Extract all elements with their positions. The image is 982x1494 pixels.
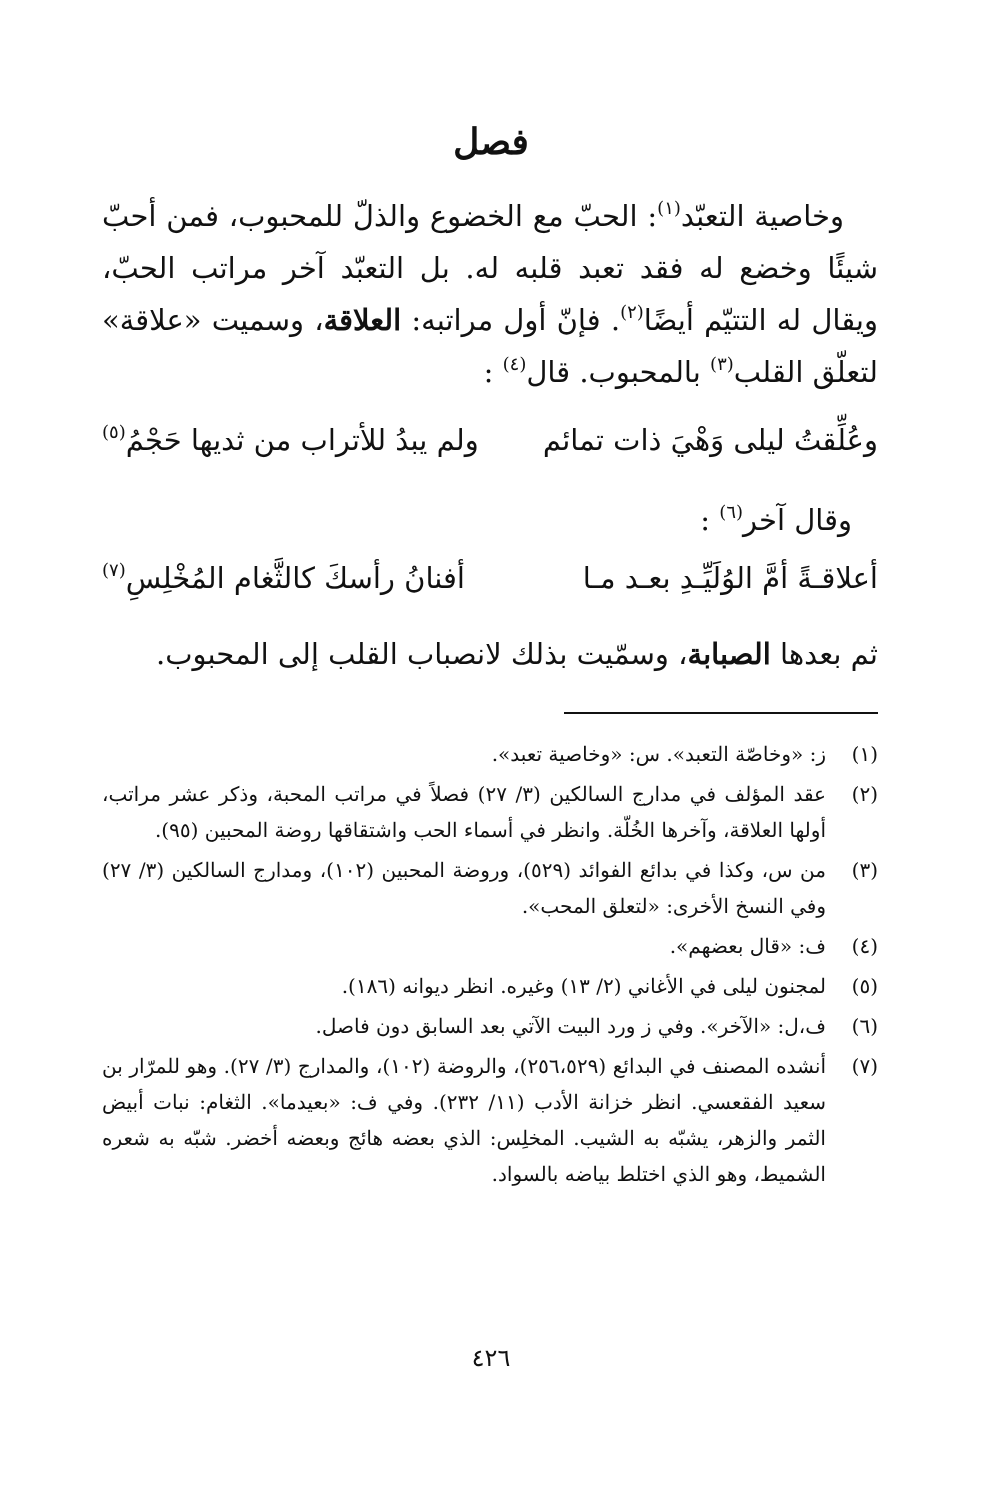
verse-intro-colon: : <box>700 503 711 537</box>
footnote-4 <box>102 928 878 964</box>
paragraph-text-4: ، وسميت «علاقة» لتعلّق القلب <box>102 303 878 389</box>
footnote-number: (٧) <box>851 1054 878 1078</box>
footnote-text: ز: «وخاصّة التعبد». س: «وخاصية تعبد». <box>491 742 826 766</box>
term-sababa: الصبابة <box>687 637 771 671</box>
footnote-7 <box>102 1048 878 1192</box>
verse-2-second-hemistich <box>102 548 465 608</box>
footnote-number: (٥) <box>851 974 878 998</box>
footnote-ref-2: (٢) <box>620 302 644 323</box>
footnote-3 <box>102 852 878 924</box>
footnote-ref-5: (٥) <box>102 422 126 443</box>
paragraph-text-1: وخاصية التعبّد <box>680 199 844 233</box>
after-verse-text-1: ثم بعدها <box>770 637 878 671</box>
footnote-ref-3: (٣) <box>710 354 734 375</box>
verse-1 <box>102 410 878 470</box>
verse-intro-line <box>700 494 852 546</box>
footnote-number: (٤) <box>851 934 878 958</box>
verse-1-first-hemistich: وعُلِّقتُ ليلى وَهْيَ ذات تمائم <box>542 423 878 457</box>
main-paragraph <box>102 190 878 398</box>
verse-1-second-hemistich <box>102 410 479 470</box>
verse-1-second-text: ولم يبدُ للأتراب من ثديها حَجْمُ <box>125 423 479 457</box>
verse-2-second-text: أفنانُ رأسكَ كالثَّغام المُخْلِسِ <box>125 561 465 595</box>
footnote-5 <box>102 968 878 1004</box>
page-number: ٤٢٦ <box>471 1344 511 1372</box>
paragraph-text-5: بالمحبوب. قال <box>526 355 711 389</box>
footnote-text: عقد المؤلف في مدارج السالكين (٣/ ٢٧) فصلاً في مراتب المحبة، وذكر عشر مراتب، أولها العلاقة، وآخرها الخُلّة. وانظر في أسماء الحب واشتقاقها روضة المحبين (٩٥). <box>102 782 826 842</box>
footnote-1 <box>102 736 878 772</box>
verse-2 <box>102 548 878 608</box>
footnote-text: ف: «قال بعضهم». <box>669 934 826 958</box>
paragraph-text-2: : الحبّ مع الخضوع والذلّ للمحبوب، فمن أحبّ شيئًا وخضع له فقد تعبد قلبه له. بل التعبّد آخر مراتب الحبّ، ويقال له التتيّم أيضًا <box>102 199 878 337</box>
paragraph-text-3: . فإنّ أول مراتبه: <box>401 303 621 337</box>
footnote-2 <box>102 776 878 848</box>
verse-2-first-hemistich: أعلاقـةً أمَّ الوُلَيِّـدِ بعـد مـا <box>582 561 878 595</box>
footnote-number: (٢) <box>851 782 878 806</box>
footnote-ref-7: (٧) <box>102 560 126 581</box>
verse-intro-text: وقال آخر <box>743 503 852 537</box>
footnote-text: من س، وكذا في بدائع الفوائد (٥٢٩)، وروضة المحبين (١٠٢)، ومدارج السالكين (٣/ ٢٧) وفي النسخ الأخرى: «لتعلق المحب». <box>102 858 826 918</box>
footnote-text: لمجنون ليلى في الأغاني (٢/ ١٣) وغيره. انظر ديوانه (١٨٦). <box>341 974 826 998</box>
footnote-6 <box>102 1008 878 1044</box>
footnote-number: (١) <box>851 742 878 766</box>
footnote-text: ف،ل: «الآخر». وفي ز ورد البيت الآتي بعد السابق دون فاصل. <box>315 1014 826 1038</box>
footnote-ref-6: (٦) <box>719 502 744 523</box>
footnote-ref-4: (٤) <box>502 354 527 375</box>
footnotes <box>102 736 878 1196</box>
after-verse-text-2: ، وسمّيت بذلك لانصباب القلب إلى المحبوب. <box>156 637 688 671</box>
footnote-ref-1: (١) <box>657 198 681 219</box>
footnote-separator <box>564 712 878 714</box>
footnote-text: أنشده المصنف في البدائع (٢٥٦،٥٢٩)، والروضة (١٠٢)، والمدارج (٣/ ٢٧). وهو للمرّار بن سعيد الفقعسي. انظر خزانة الأدب (١١/ ٢٣٢). وفي ف: «بعيدما». الثغام: نبات أبيض الثمر والزهر، يشبّه به الشيب. المخلِس: الذي بعضه هائج وبعضه أخضر. شبّه به شعره الشميط، وهو الذي اختلط بياضه بالسواد. <box>102 1054 827 1186</box>
after-verse-paragraph <box>156 628 878 680</box>
section-title: فصل <box>453 121 529 163</box>
paragraph-colon: : <box>483 355 494 389</box>
footnote-number: (٣) <box>851 858 878 882</box>
footnote-number: (٦) <box>851 1014 878 1038</box>
term-alaqa: العلاقة <box>323 303 402 337</box>
